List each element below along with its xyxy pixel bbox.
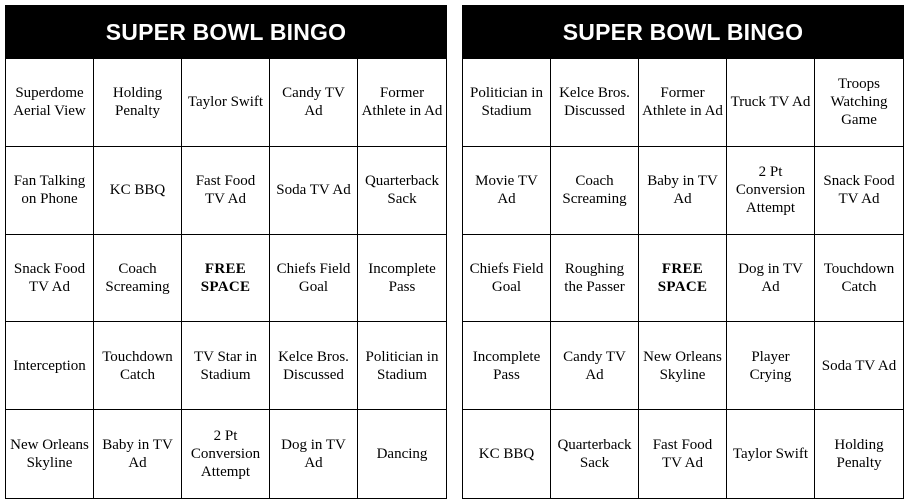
bingo-cell: Baby in TV Ad — [94, 410, 182, 498]
bingo-cell: Holding Penalty — [94, 59, 182, 147]
bingo-cell: 2 Pt Conversion Attempt — [727, 147, 815, 235]
bingo-cell: Roughing the Passer — [551, 235, 639, 323]
bingo-cell: Dancing — [376, 446, 428, 463]
bingo-cell: Politician in Stadium — [358, 322, 446, 410]
bingo-grid — [6, 59, 446, 498]
bingo-cell: Troops Watching Game — [815, 59, 903, 147]
bingo-cell: Former Athlete in Ad — [639, 59, 727, 147]
bingo-cell: Quarterback Sack — [358, 147, 446, 235]
bingo-cell: Chiefs Field Goal — [270, 235, 358, 323]
bingo-cell: Incomplete Pass — [358, 235, 446, 323]
bingo-cell: Movie TV Ad — [463, 147, 551, 235]
bingo-cell: Quarterback Sack — [551, 410, 639, 498]
bingo-cell: Taylor Swift — [727, 410, 815, 498]
bingo-cell: Soda TV Ad — [815, 322, 903, 410]
bingo-cell: Dog in TV Ad — [727, 235, 815, 323]
free-space-cell: FREE SPACE — [182, 235, 270, 323]
card-title: SUPER BOWL BINGO — [463, 6, 903, 59]
bingo-cell: Dog in TV Ad — [270, 410, 358, 498]
bingo-cell: Kelce Bros. Discussed — [551, 59, 639, 147]
bingo-cell: Taylor Swift — [182, 59, 270, 147]
bingo-cell: Holding Penalty — [834, 437, 884, 472]
bingo-cell: Interception — [6, 322, 94, 410]
bingo-cell: Fan Talking on Phone — [6, 147, 94, 235]
bingo-cell: Fast Food TV Ad — [639, 410, 727, 498]
bingo-cell: Incomplete Pass — [463, 322, 551, 410]
bingo-cell: Baby in TV Ad — [639, 147, 727, 235]
bingo-cell: Touchdown Catch — [815, 235, 903, 323]
bingo-cell: New Orleans Skyline — [6, 410, 94, 498]
bingo-cell: Touchdown Catch — [94, 322, 182, 410]
bingo-cell: Former Athlete in Ad — [358, 59, 446, 147]
bingo-cell: KC BBQ — [463, 410, 551, 498]
bingo-cell: Candy TV Ad — [270, 59, 358, 147]
bingo-cell: Truck TV Ad — [727, 59, 815, 147]
free-space-cell: FREE SPACE — [639, 235, 727, 323]
bingo-cell: KC BBQ — [94, 147, 182, 235]
bingo-cell: Coach Screaming — [94, 235, 182, 323]
bingo-cell: Snack Food TV Ad — [815, 147, 903, 235]
bingo-card-right — [462, 5, 904, 499]
bingo-cell: Player Crying — [727, 322, 815, 410]
bingo-cell: Kelce Bros. Discussed — [270, 322, 358, 410]
bingo-grid — [463, 59, 903, 498]
card-title: SUPER BOWL BINGO — [6, 6, 446, 59]
bingo-cell: Soda TV Ad — [270, 147, 358, 235]
bingo-cell: Candy TV Ad — [551, 322, 639, 410]
bingo-cell: Politician in Stadium — [463, 59, 551, 147]
bingo-card-left — [5, 5, 447, 499]
bingo-cell: Superdome Aerial View — [6, 59, 94, 147]
bingo-cell: New Orleans Skyline — [639, 322, 727, 410]
bingo-cell: Snack Food TV Ad — [6, 235, 94, 323]
bingo-cell: Chiefs Field Goal — [463, 235, 551, 323]
bingo-cell: Fast Food TV Ad — [182, 147, 270, 235]
bingo-cell: Coach Screaming — [551, 147, 639, 235]
bingo-cell: 2 Pt Conversion Attempt — [182, 410, 270, 498]
bingo-cell: TV Star in Stadium — [182, 322, 270, 410]
